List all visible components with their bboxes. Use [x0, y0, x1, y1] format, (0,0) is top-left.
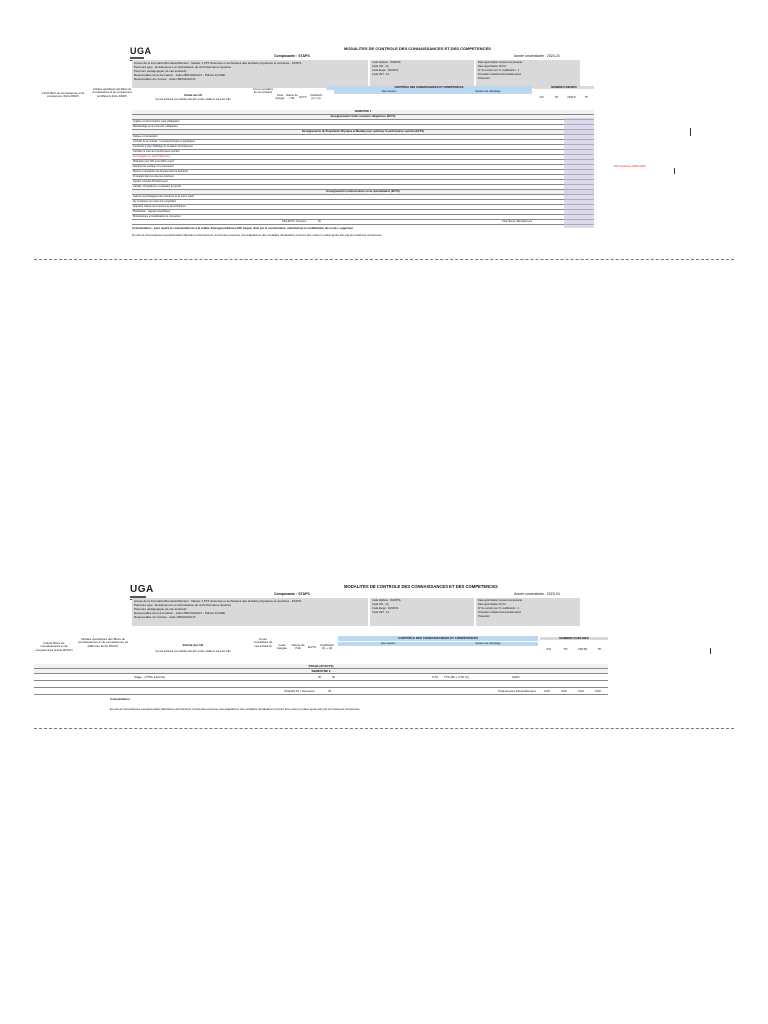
logo-text: UGA [130, 584, 154, 595]
component-label: Composante : STAPS [274, 54, 310, 58]
table-row: Cardiac, compétitions et évaluation du sportif [132, 185, 594, 190]
table-row [34, 681, 608, 688]
col-bloc-specific: Intitulés spécifiques des Blocs de connaissances et de compétences (si différents Fiche RNCP) [92, 88, 132, 98]
col-ects: ECTS [299, 96, 307, 99]
col-tp: TP [597, 647, 602, 651]
col-coef: Coefficient (1) + (2) [309, 94, 323, 101]
table-row: Gestion conduite d'Entraînement [132, 180, 594, 185]
table-row: Mesure et acquisition de données dans la Sportivité [132, 170, 594, 175]
page-separator [34, 728, 734, 729]
logo-text: UGA [130, 46, 152, 56]
table-row: Planification : logiciels scientifiques [132, 210, 594, 215]
table-row: Fatigue et récupération [132, 135, 594, 140]
comment-label: Commentaires : [110, 697, 132, 701]
table-row: De l'entraîneur au retour à la compétition [132, 200, 594, 205]
section-obligatoire: Enseignements Unités semestre obligatoires (ECTS) [132, 115, 594, 120]
page-separator [34, 259, 734, 260]
col-coef: Coefficient (1) + (2) [319, 643, 335, 651]
table-row: Accompagner un sportif (Mémoire) [132, 155, 594, 160]
col-code: Code Apogée [275, 94, 285, 101]
session1-header: 1ère session [334, 90, 444, 94]
diploma-codes-box: Code diplôme : 0GMSTA Code VDI : 1A Code Etape : 0GMSTA Code VET : 1A [370, 60, 474, 88]
col-bloc-specific: Intitulés spécifiques des Blocs de connaissances et de compétences (si différents Fiche RNCP) [77, 637, 129, 648]
col-cours: Cours mutualisés (le cas échéant) [252, 88, 274, 95]
col-cm: CM [539, 96, 544, 99]
sheet-header [34, 584, 734, 644]
diploma-codes-box: Code diplôme : 0GMSTA Code VDI : 1A Code Etape : 0GMSTA Code VET : 1A [370, 598, 474, 626]
col-ects: ECTS [307, 645, 316, 649]
approval-info-box: Date approbation Conseil composante : Date approbation CFVU : N° de version (en % modification : 1 Formation initiale/continue/alternance Présentiel [476, 598, 580, 626]
column-headers [34, 86, 634, 106]
controle-header: CONTRÔLE DES CONNAISSANCES ET COMPÉTENCES [338, 636, 538, 641]
col-tp: TP [584, 96, 589, 99]
formation-info-box: Année de la Formation/Domaine/Mention : Master 1 STS Sciences et techniques des activités physiques et sportives - STAPS Parcours-type : Entraînement et Optimisation de la Performance Sportive Parcours pédagogique (le cas échéant) : Responsable de la Formation : Julien BRUGNIAUX - Patrice FLORE Responsable de l'Année : Julien BRUGNIAUX [132, 598, 368, 626]
component-label: Composante : STAPS [274, 592, 310, 596]
total-row: Total ECTS / Semestre 30 Total Heures d'Encadrement 0,00 0,00 0,00 0,00 [34, 688, 608, 695]
covid-note: En cas de circonstances exceptionnelles affectant le déroulement normal des examens, des adaptations des modalités d'évaluation pourront être mises en place après avis par les instances concernées. [132, 233, 383, 237]
session2-header: Session de rattrapage [438, 642, 538, 646]
col-cmtd: CM/TD [577, 647, 588, 651]
section-professionnel: Enseignements professionnels ou de spécialisation (ECTS) [132, 190, 594, 195]
table-row: Anglais et communication orale (obligatoire) [132, 120, 594, 125]
academic-year: Année universitaire : 2023-24 [514, 592, 560, 596]
heures-header: NOMBRE D'HEURES [540, 637, 608, 640]
heures-header: NOMBRE D'HEURES [534, 86, 594, 89]
cell-cursor-mark [710, 648, 711, 654]
semester-label: SEMESTRE 1 [132, 110, 594, 115]
column-headers [34, 636, 634, 662]
session1-header: 1ère session [338, 642, 438, 646]
controle-header: CONTRÔLE DES CONNAISSANCES ET COMPÉTENCES [326, 86, 532, 90]
document-title: MODALITES DE CONTROLE DES CONNAISSANCES ET DES COMPETENCES [344, 584, 498, 589]
col-cours: Cours mutualisés (le cas échéant) [253, 637, 273, 648]
mcc-sheet-semester-1 [34, 46, 734, 262]
hours-column-fill [564, 118, 594, 228]
table-row: Stage : (TTDb à ECOs) 30 60 0,70 TTD (B) + CTD (C) 100% [34, 674, 608, 681]
table-row: Contrôle de la motricité : neuropsychologies et applications [132, 140, 594, 145]
approval-info-box: Date approbation Conseil composante : Date approbation CFVU : N° de version (en % modification : 1 Formation initiale/continue/alternance Présentiel [476, 60, 580, 88]
table-row: Méthodologie de la recherche (obligatoire) [132, 125, 594, 130]
col-td: TD [554, 96, 559, 99]
col-bloc-rncp: Intitulé Blocs de connaissances et de compétences (Fiche RNCP) [41, 92, 85, 99]
section-preparation: Enseignements de Préparation Physique et Mentale pour optimiser la performance sportive (ECTS) [132, 130, 594, 135]
col-ue: Intitulé des UE [182, 643, 204, 647]
table-row: Approche critique de la mesure de la performance [132, 205, 594, 210]
table-row: Construire le plan d'affûtage de sa saison d'entraînement [132, 145, 594, 150]
table-row: Aspects psychologiques de la blessure et du retour sportif [132, 195, 594, 200]
col-ue-sub: (le cas échéant, les intitulés des EC et des matières sous les UE) [155, 98, 231, 101]
col-ue: Intitulé des UE [183, 94, 202, 97]
col-nature: Nature de l'UE [291, 643, 305, 651]
session2-header: Session de rattrapage [444, 90, 532, 94]
academic-year: Année universitaire : 2023-24 [514, 54, 560, 58]
table-row: Biomécanique et modélisation du mouvement [132, 215, 594, 220]
uga-logo [130, 46, 152, 61]
col-code: Code Apogée [276, 643, 288, 651]
document-title: MODALITES DE CONTROLE DES CONNAISSANCES ET DES COMPETENCES [344, 46, 491, 51]
comment-label: Commentaires : pour mettre le commentaire lié à la cellule 'Emergence/Fausse EM' cliquer droit sur le commentaire, sélectionner le modification des notes, supprimer [132, 226, 354, 230]
semester-label: SEMESTRE 2 [34, 669, 608, 674]
col-cm: CM [546, 647, 551, 651]
col-bloc-rncp: Intitulé Blocs de connaissances et de compétences (Fiche RNCP) [35, 641, 73, 652]
col-nature: Nature de l'UE [286, 94, 298, 101]
total-row: Total ECTS / Semestre 30 Total Heures d'Encadrement [132, 220, 594, 225]
table-row: Motivation pour l'AP et les APS et sport [132, 160, 594, 165]
cell-cursor-mark [674, 168, 675, 174]
mcc-sheet-semester-2 [34, 584, 734, 734]
col-td: TD [563, 647, 568, 651]
col-ue-sub: (le cas échéant, les intitulés des EC et des matières sous les UE) [155, 650, 231, 653]
red-annotation: EP Intensif en 2023-2024 [614, 164, 646, 168]
formation-info-box: Année de la Formation/Domaine/Mention : Master 1 STS Sciences et techniques des activités physiques et sportives - STAPS Parcours-type : Entraînement et Optimisation de la Performance Sportive Parcours pédagogique (le cas échéant) : Responsable de la Formation : Julien BRUGNIAUX - Patrice FLORE Responsable de l'Année : Julien BRUGNIAUX [132, 60, 368, 88]
table-row: Savoirs pour entraîner une intervention [132, 165, 594, 170]
ue-table [34, 664, 608, 711]
stage-header: STAGE (30 ECTS) [34, 664, 608, 669]
table-row: Innovation dans les sciences sportives [132, 175, 594, 180]
covid-note: En cas de circonstances exceptionnelles affectant le déroulement normal des examens, des adaptations des modalités d'évaluation pourront être mises en place après avis par les instances concernées. [110, 707, 361, 711]
col-cmtd: CM/TD [567, 96, 576, 99]
ue-table [132, 110, 594, 237]
table-row: Conduire le suivi de la performance sportive [132, 150, 594, 155]
cell-cursor-mark [690, 128, 691, 136]
